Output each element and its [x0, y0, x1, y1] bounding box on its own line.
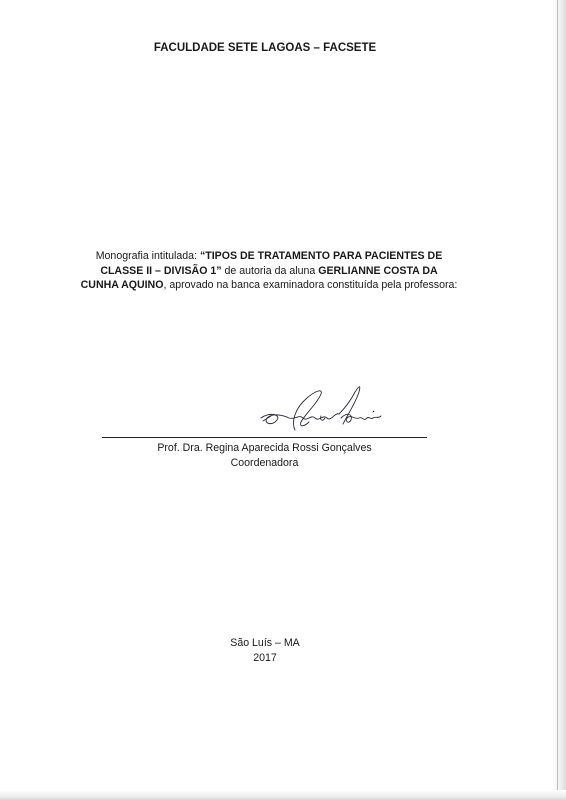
scan-edge-right	[552, 0, 566, 800]
signature-line	[102, 437, 427, 438]
statement-approval: , aprovado na banca examinadora constituída pela professora:	[163, 279, 458, 291]
institution-heading: FACULDADE SETE LAGOAS – FACSETE	[153, 42, 377, 54]
student-name: GERLIANNE COSTA DA CUNHA AQUINO	[80, 264, 438, 291]
scan-edge-bottom	[0, 790, 566, 800]
statement-authorship: de autoria da aluna	[221, 264, 319, 277]
year: 2017	[253, 652, 277, 664]
location: São Luís – MA	[230, 637, 300, 649]
signer-role: Coordenadora	[230, 457, 299, 469]
approval-statement	[80, 249, 458, 293]
signer-name: Prof. Dra. Regina Aparecida Rossi Gonçalves	[157, 442, 372, 454]
monograph-title: “TIPOS DE TRATAMENTO PARA PACIENTES DE CLASSE II – DIVISÃO 1”	[100, 250, 443, 277]
statement-intro: Monografia intitulada:	[95, 250, 200, 262]
handwritten-signature	[255, 378, 390, 438]
